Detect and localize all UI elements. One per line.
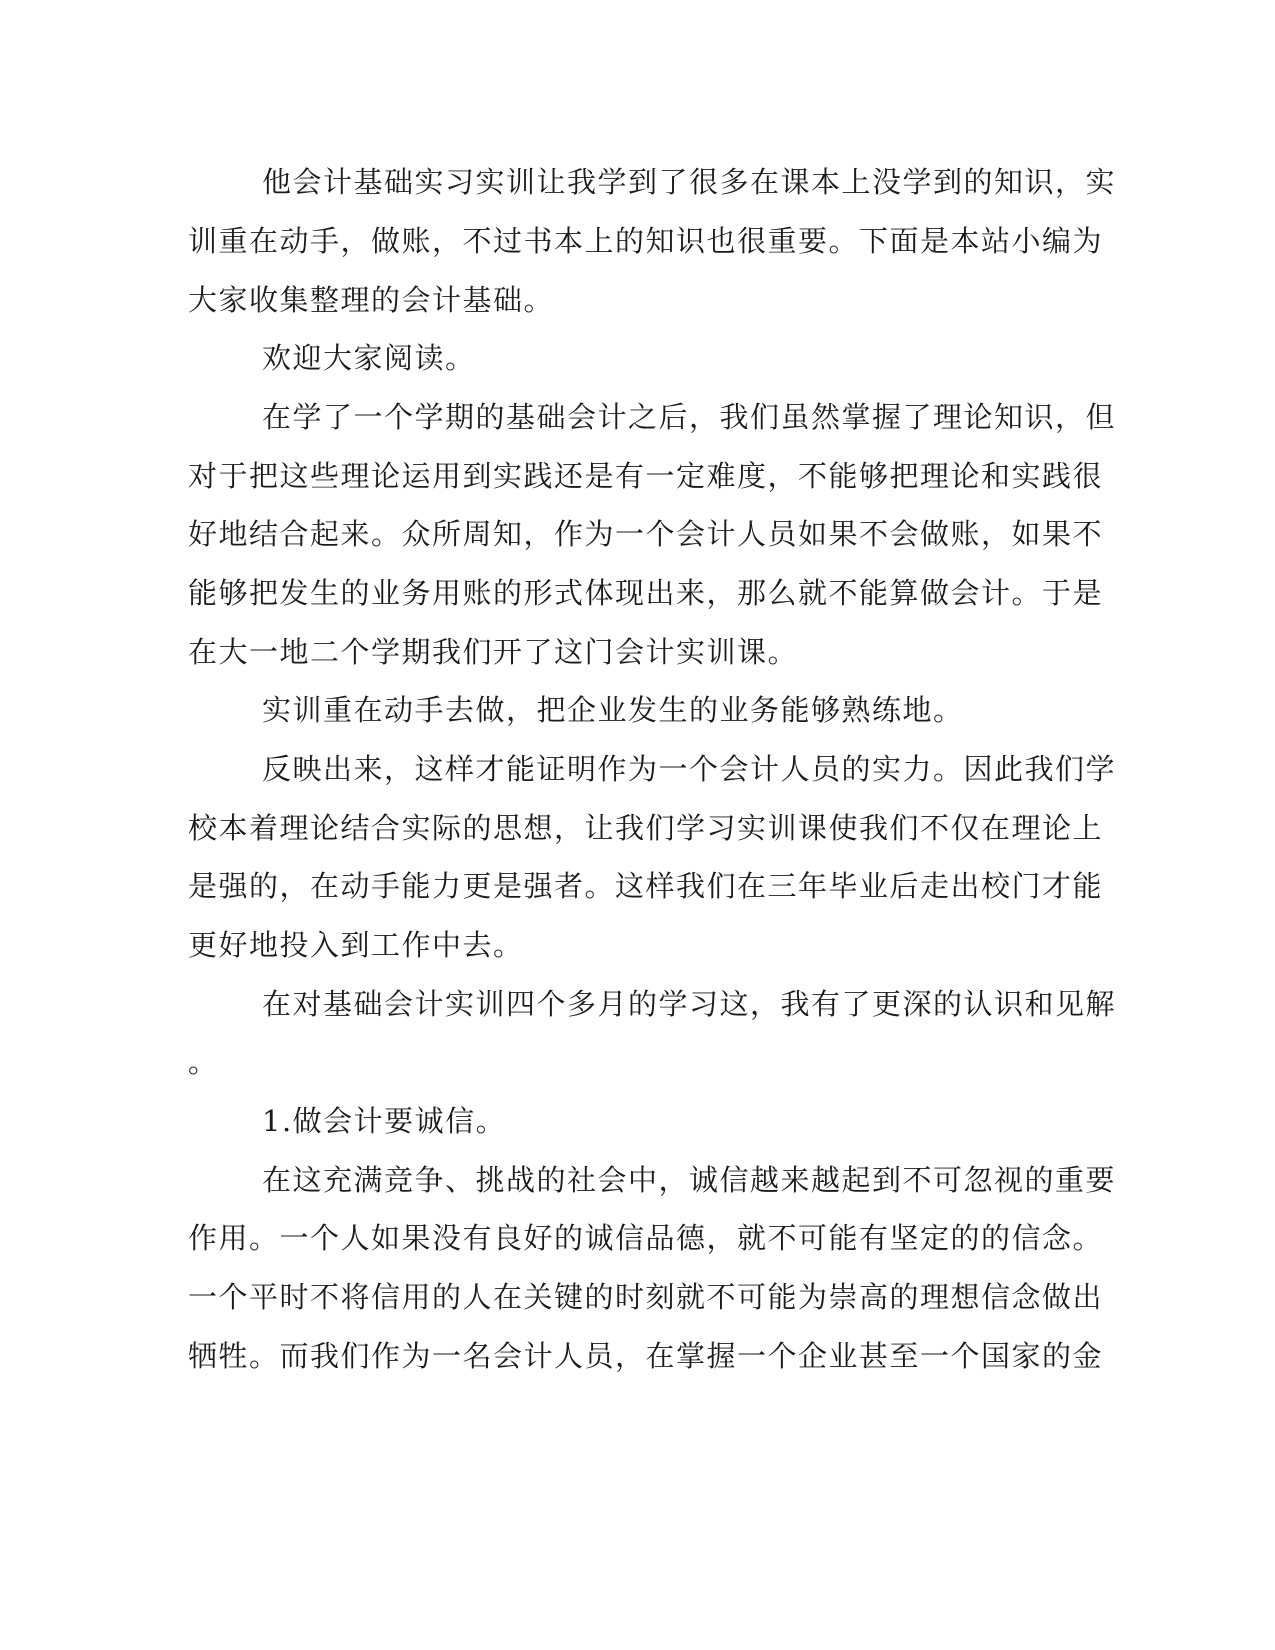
paragraph-line: 在这充满竞争、挑战的社会中，诚信越来越起到不可忽视的重要 <box>262 1163 1117 1197</box>
paragraph-line: 在对基础会计实训四个多月的学习这，我有了更深的认识和见解 <box>262 987 1117 1021</box>
paragraph-line: 牺牲。而我们作为一名会计人员，在掌握一个企业甚至一个国家的金 <box>188 1339 1104 1373</box>
paragraph-line: 一个平时不将信用的人在关键的时刻就不可能为崇高的理想信念做出 <box>188 1280 1104 1314</box>
paragraph-line: 作用。一个人如果没有良好的诚信品德，就不可能有坚定的的信念。 <box>188 1221 1104 1255</box>
paragraph-line: 训重在动手，做账，不过书本上的知识也很重要。下面是本站小编为 <box>188 224 1104 258</box>
paragraph-line: 能够把发生的业务用账的形式体现出来，那么就不能算做会计。于是 <box>188 576 1104 610</box>
paragraph-line: 1.做会计要诚信。 <box>262 1104 507 1138</box>
paragraph-line: 大家收集整理的会计基础。 <box>188 283 555 317</box>
paragraph-line: 。 <box>188 1045 219 1079</box>
paragraph-line: 在学了一个学期的基础会计之后，我们虽然掌握了理论知识，但 <box>262 400 1117 434</box>
paragraph-line: 反映出来，这样才能证明作为一个会计人员的实力。因此我们学 <box>262 752 1117 786</box>
paragraph-line: 实训重在动手去做，把企业发生的业务能够熟练地。 <box>262 693 964 727</box>
paragraph-line: 更好地投入到工作中去。 <box>188 928 524 962</box>
paragraph-line: 校本着理论结合实际的思想，让我们学习实训课使我们不仅在理论上 <box>188 811 1104 845</box>
paragraph-line: 欢迎大家阅读。 <box>262 341 476 375</box>
paragraph-line: 他会计基础实习实训让我学到了很多在课本上没学到的知识，实 <box>262 165 1117 199</box>
paragraph-line: 好地结合起来。众所周知，作为一个会计人员如果不会做账，如果不 <box>188 517 1104 551</box>
paragraph-line: 在大一地二个学期我们开了这门会计实训课。 <box>188 635 799 669</box>
paragraph-line: 对于把这些理论运用到实践还是有一定难度，不能够把理论和实践很 <box>188 459 1104 493</box>
paragraph-line: 是强的，在动手能力更是强者。这样我们在三年毕业后走出校门才能 <box>188 869 1104 903</box>
